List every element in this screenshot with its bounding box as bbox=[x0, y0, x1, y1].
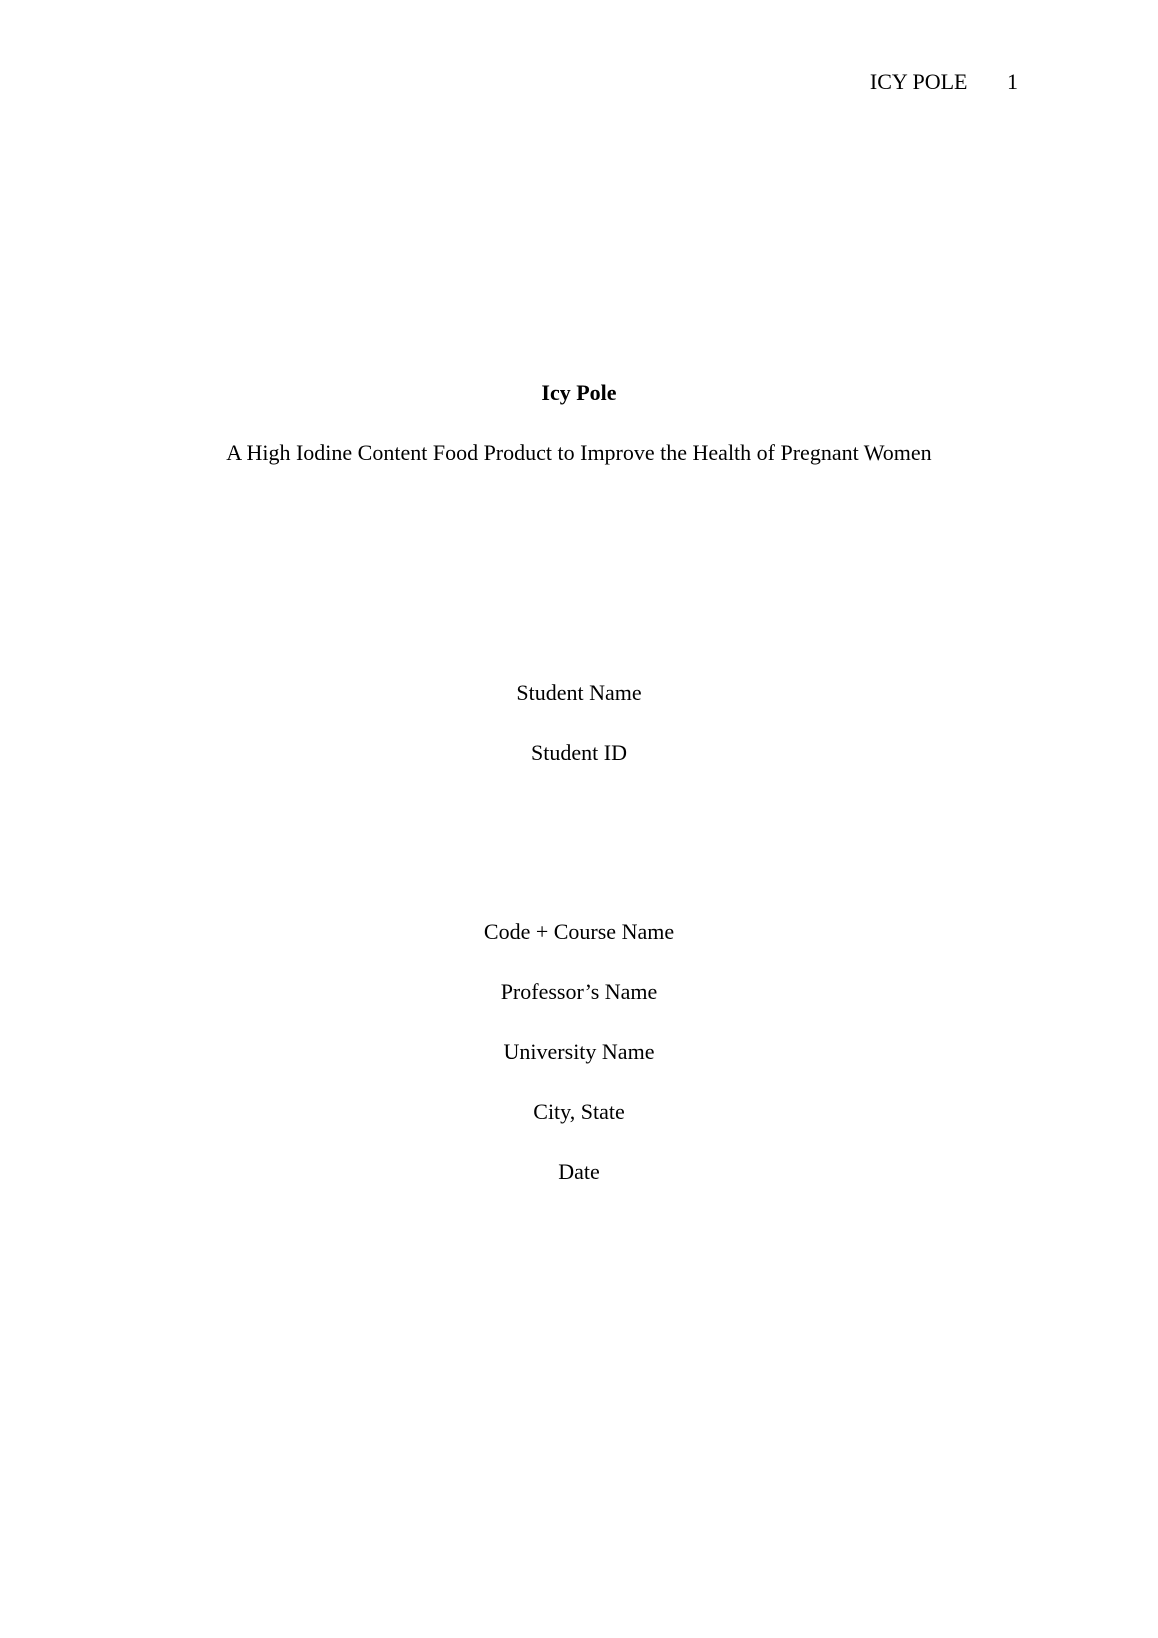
page-number: 1 bbox=[1007, 69, 1018, 94]
course-name: Code + Course Name bbox=[483, 919, 675, 944]
paper-title: Icy Pole bbox=[541, 380, 617, 405]
professor-name: Professor’s Name bbox=[500, 979, 658, 1004]
student-name: Student Name bbox=[516, 680, 642, 705]
paper-subtitle: A High Iodine Content Food Product to Improve the Health of Pregnant Women bbox=[226, 440, 932, 465]
university-name: University Name bbox=[503, 1039, 655, 1064]
city-state: City, State bbox=[533, 1099, 625, 1124]
student-id: Student ID bbox=[531, 740, 627, 765]
running-head bbox=[870, 68, 1018, 96]
running-head-title: ICY POLE bbox=[869, 69, 968, 94]
date: Date bbox=[558, 1159, 600, 1184]
